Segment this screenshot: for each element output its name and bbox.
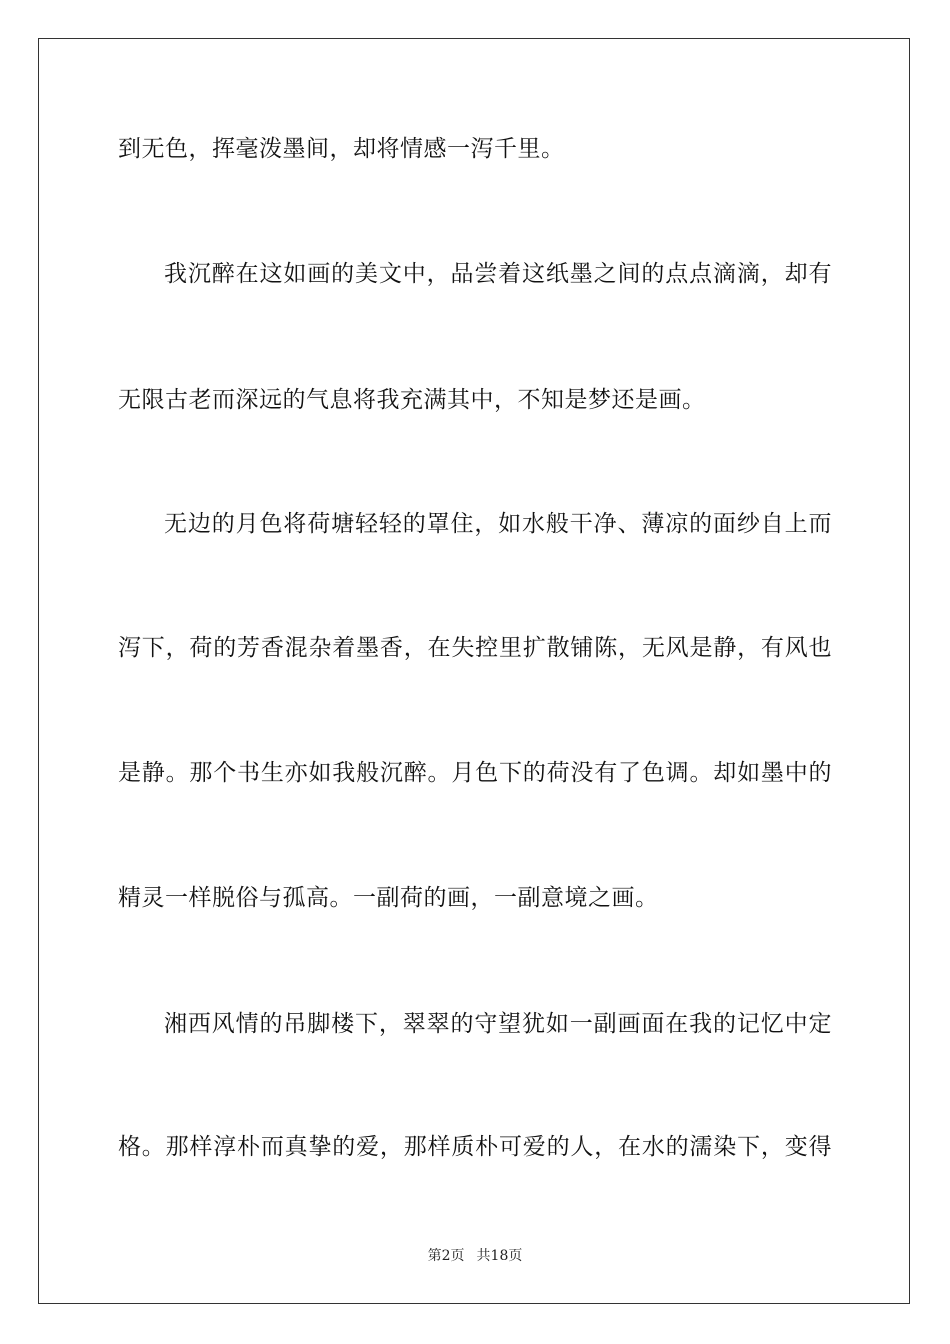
text-line: 是静。那个书生亦如我般沉醉。月色下的荷没有了色调。却如墨中的 bbox=[118, 760, 832, 786]
text-line: 泻下，荷的芳香混杂着墨香，在失控里扩散铺陈，无风是静，有风也 bbox=[118, 635, 832, 661]
page-footer bbox=[0, 1247, 950, 1265]
text-line: 格。那样淳朴而真挚的爱，那样质朴可爱的人，在水的濡染下，变得 bbox=[118, 1134, 832, 1160]
page-number: 第2页 bbox=[427, 1248, 465, 1264]
page-total: 共18页 bbox=[476, 1248, 523, 1264]
text-line: 无边的月色将荷塘轻轻的罩住，如水般干净、薄凉的面纱自上而 bbox=[164, 511, 832, 537]
text-line: 湘西风情的吊脚楼下，翠翠的守望犹如一副画面在我的记忆中定 bbox=[164, 1011, 832, 1037]
text-line: 精灵一样脱俗与孤高。一副荷的画，一副意境之画。 bbox=[118, 885, 659, 911]
text-line: 我沉醉在这如画的美文中，品尝着这纸墨之间的点点滴滴，却有 bbox=[164, 261, 832, 287]
page-border bbox=[38, 38, 910, 1304]
text-line: 到无色，挥毫泼墨间，却将情感一泻千里。 bbox=[118, 136, 565, 162]
text-line: 无限古老而深远的气息将我充满其中，不知是梦还是画。 bbox=[118, 387, 706, 413]
